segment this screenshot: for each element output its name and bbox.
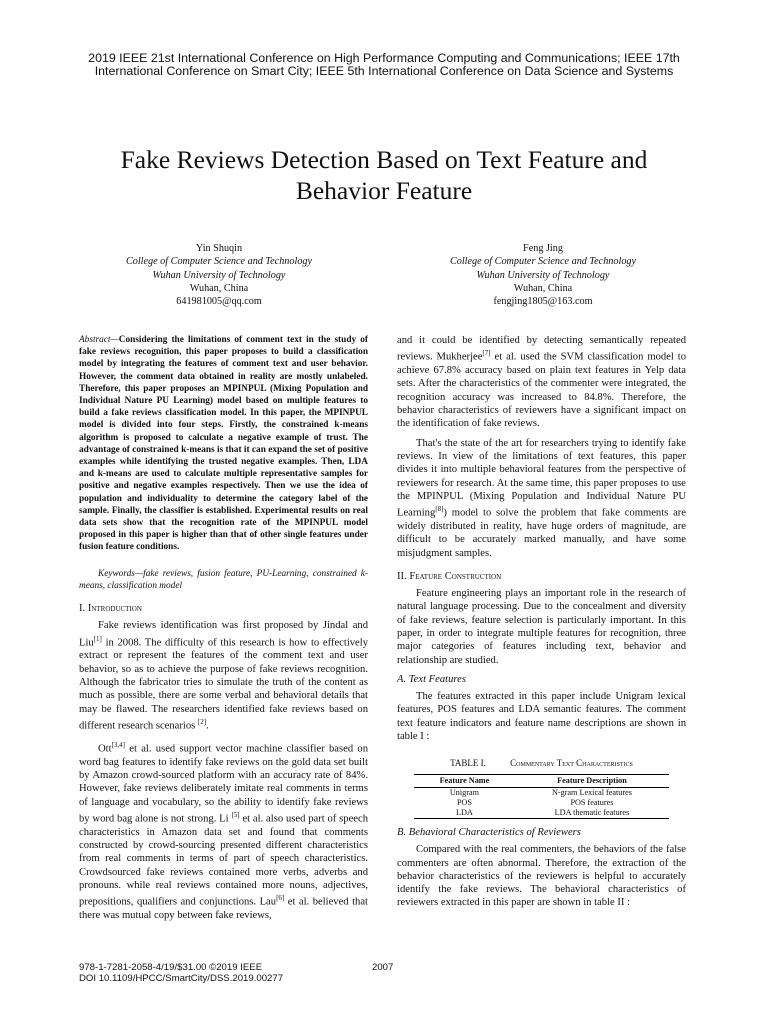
abstract-text: Considering the limitations of comment text in the study of fake reviews recognition, this paper proposes to build a classification model by integrating the features of comment text and user behavior. However, the comment data obtained in reality are mostly unlabeled. Therefore, this paper proposes an MPINPUL (Mixing Population and Individual Nature PU Learning) model based on multiple features to build a fake reviews classification model. In this paper, the MPINPUL model is divided into four steps. Firstly, the constrained k-means algorithm is proposed to calculate a negative example of trust. The advantage of constrained k-means is that it can expand the set of positive examples while identifying the trusted negative examples. Then, LDA and k-means are used to calculate multiple representative samples for positive and negative examples respectively. Then we use the idea of population and individuality to determine the category label of the sample. Finally, the classifier is established. Experimental results on real data sets show that the recognition rate of the MPINPUL model proposed in this paper is higher than that of other single features under fusion feature conditions. <box>79 335 368 553</box>
table-row <box>414 788 669 799</box>
author-dept: College of Computer Science and Technology <box>125 256 313 268</box>
author-name: Feng Jing <box>523 243 563 254</box>
table-cell: POS features <box>570 798 614 807</box>
intro-paragraph-1: Fake reviews identification was first proposed by Jindal and Liu[1] in 2008. The difficulty of this research is how to effectively extract or represent the features of the comment text and user behavior, so as to achieve the purpose of fake reviews recognition. Although the fabricator tries to simulate the truth of the content as much as possible, there are some verbal and behavioral details that may be flawed. The researchers identified fake reviews based on different research scenarios [2]. <box>79 620 368 732</box>
table-cell: LDA <box>414 808 515 819</box>
abstract <box>79 334 368 554</box>
right-column-lower <box>397 826 686 910</box>
table-header-cell: Feature Description <box>515 775 669 788</box>
keywords: Keywords—fake reviews, fusion feature, PU-Learning, constrained k-means, classification model <box>79 568 368 591</box>
right-paragraph-1: and it could be identified by detecting semantically repeated reviews. Mukherjee[7] et al. used the SVM classification model to achieve 67.8% accuracy based on plain text features in Yelp data sets. After the characteristics of the commenter were integrated, the recognition accuracy was increased to 84.8%. Therefore, the behavior characteristics of reviewers have a significant impact on the identification of fake reviews. <box>397 335 686 430</box>
table-caption <box>397 758 686 768</box>
intro-paragraph-2: Ott[3,4] et al. used support vector machine classifier based on word bag features to identify fake reviews on the gold data set built by Amazon crowd-sourced platform with an accuracy rate of 84%. However, fake reviews deliberately imitate real comments in terms of language and vocabulary, so the ability to identify fake reviews by word bag alone is not strong. Li [5] et al. also used part of speech characteristics in Amazon data set and found that comments constructed by crowd-sourcing presented different characteristics from real comments in terms of part of speech characteristics. Crowdsourced fake reviews contained more verbs, adverbs and pronouns. while real reviews contained more nouns, adjectives, prepositions, qualifiers and conjunctions. Lau[6] et al. believed that there was mutual copy between fake reviews, <box>79 740 368 921</box>
footer-doi: DOI 10.1109/HPCC/SmartCity/DSS.2019.00277 <box>79 973 284 984</box>
feature-table <box>414 774 669 819</box>
table-caption-label: TABLE I. <box>450 758 486 768</box>
left-column <box>79 334 368 922</box>
author-city: Wuhan, China <box>189 282 249 294</box>
section-heading-feature-construction: II. Feature Construction <box>397 570 502 582</box>
page-number: 2007 <box>372 962 394 973</box>
table-cell: Unigram <box>449 788 479 797</box>
table-cell: POS <box>456 798 472 807</box>
subsection-heading-behavior: B. Behavioral Characteristics of Reviewers <box>397 827 581 838</box>
author-univ: Wuhan University of Technology <box>476 269 610 281</box>
table-row <box>414 798 669 808</box>
author-email: 641981005@qq.com <box>176 296 262 308</box>
right-paragraph-2: That's the state of the art for researchers trying to identify fake reviews. In view of the limitations of text features, this paper divides it into multiple behavioral features from the perspective of reviewers for research. At the same time, this paper proposes to use the MPINPUL (Mixing Population and Individual Nature PU Learning[8]) model to solve the problem that fake comments are widely distributed in reality, have huge orders of magnitude, are difficult to be accurately marked manually, and have some misjudgment samples. <box>397 437 686 559</box>
table-cell: N-gram Lexical features <box>551 788 632 797</box>
behavior-paragraph: Compared with the real commenters, the behaviors of the false commenters are often abnormal. Therefore, the extraction of the behavior characteristics of the reviewers is helpful to accurately identify the fake reviews. The behavioral characteristics of reviewers extracted in this paper are shown in table II : <box>397 844 686 909</box>
author-block-1 <box>99 242 339 308</box>
paper-title-line-1: Fake Reviews Detection Based on Text Feature and <box>120 145 648 174</box>
table-row <box>414 808 669 819</box>
feature-paragraph: Feature engineering plays an important role in the research of natural language processing. Due to the concealment and diversity of fake reviews, feature selection is particularly important. In this paper, in order to integrate multiple features for recognition, three major categories of features including text, behavior and relationship are studied. <box>397 588 686 666</box>
author-dept: College of Computer Science and Technology <box>449 256 637 268</box>
author-block-2 <box>423 242 663 308</box>
abstract-lead: Abstract— <box>79 335 119 345</box>
conference-line-2: International Conference on Smart City; IEEE 5th International Conference on Data Science and Systems <box>94 64 674 78</box>
paper-title-line-2: Behavior Feature <box>295 176 473 205</box>
author-email: fengjing1805@163.com <box>493 296 593 308</box>
subsection-heading-text-features: A. Text Features <box>397 673 466 685</box>
right-column <box>397 334 686 743</box>
footer-isbn: 978-1-7281-2058-4/19/$31.00 ©2019 IEEE <box>79 962 263 973</box>
conference-line-1: 2019 IEEE 21st International Conference on High Performance Computing and Communications; IEEE 17th <box>88 51 680 65</box>
section-heading-introduction: I. Introduction <box>79 603 142 615</box>
author-name: Yin Shuqin <box>195 243 243 254</box>
text-features-paragraph: The features extracted in this paper include Unigram lexical features, POS features and LDA semantic features. The comment text feature indicators and feature name descriptions are shown in table I : <box>397 691 686 743</box>
table-header-cell: Feature Name <box>414 775 515 788</box>
author-univ: Wuhan University of Technology <box>152 269 286 281</box>
table-header-row <box>414 775 669 788</box>
table-cell: LDA thematic features <box>515 808 669 819</box>
table-caption-text: Commentary Text Characteristics <box>510 758 633 768</box>
author-city: Wuhan, China <box>513 282 573 294</box>
